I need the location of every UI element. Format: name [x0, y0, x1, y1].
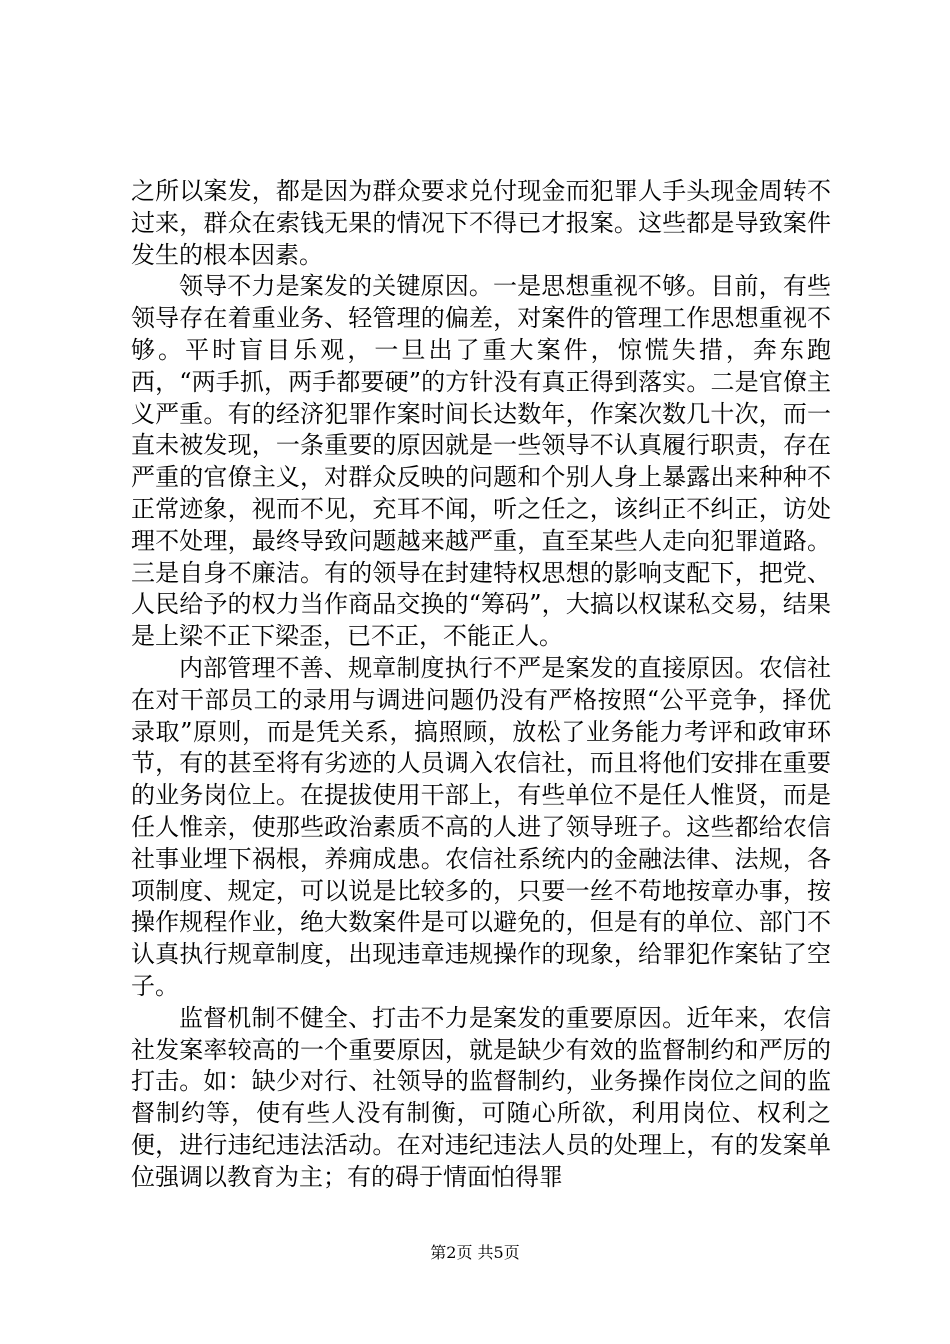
paragraph-internal-management: 内部管理不善、规章制度执行不严是案发的直接原因。农信社在对干部员工的录用与调进问题仍没有严格按照“公平竞争，择优录取”原则，而是凭关系，搞照顾，放松了业务能力考评和政审环节，有的甚至将有劣迹的人员调入农信社，而且将他们安排在重要的业务岗位上。在提拔使用干部上，有些单位不是任人惟贤，而是任人惟亲，使那些政治素质不高的人进了领导班子。这些都给农信社事业埋下祸根，养痈成患。农信社系统内的金融法律、法规，各项制度、规定，可以说是比较多的，只要一丝不苟地按章办事，按操作规程作业，绝大数案件是可以避免的，但是有的单位、部门不认真执行规章制度，出现违章违规操作的现象，给罪犯作案钻了空子。 — [131, 653, 831, 1000]
paragraph-supervision: 监督机制不健全、打击不力是案发的重要原因。近年来，农信社发案率较高的一个重要原因，就是缺少有效的监督制约和严厉的打击。如：缺少对行、社领导的监督制约，业务操作岗位之间的监督制约等，使有些人没有制衡，可随心所欲，利用岗位、权利之便，进行违纪违法活动。在对违纪违法人员的处理上，有的发案单位强调以教育为主；有的碍于情面怕得罪 — [131, 1003, 831, 1191]
paragraph-continuation: 之所以案发，都是因为群众要求兑付现金而犯罪人手头现金周转不过来，群众在索钱无果的情况下不得已才报案。这些都是导致案件发生的根本因素。 — [131, 177, 831, 269]
paragraph-leadership: 领导不力是案发的关键原因。一是思想重视不够。目前，有些领导存在着重业务、轻管理的偏差，对案件的管理工作思想重视不够。平时盲目乐观，一旦出了重大案件，惊慌失措，奔东跑西，“两手抓，两手都要硬”的方针没有真正得到落实。二是官僚主义严重。有的经济犯罪作案时间长达数年，作案次数几十次，而一直未被发现，一条重要的原因就是一些领导不认真履行职责，存在严重的官僚主义，对群众反映的问题和个别人身上暴露出来种种不正常迹象，视而不见，充耳不闻，听之任之，该纠正不纠正，访处理不处理，最终导致问题越来越严重，直至某些人走向犯罪道路。三是自身不廉洁。有的领导在封建特权思想的影响支配下，把党、人民给予的权力当作商品交换的“筹码”，大搞以权谋私交易，结果是上梁不正下梁歪，已不正，不能正人。 — [131, 272, 831, 651]
page-footer: 第2页 共5页 — [430, 1243, 520, 1262]
document-body — [131, 176, 831, 1194]
